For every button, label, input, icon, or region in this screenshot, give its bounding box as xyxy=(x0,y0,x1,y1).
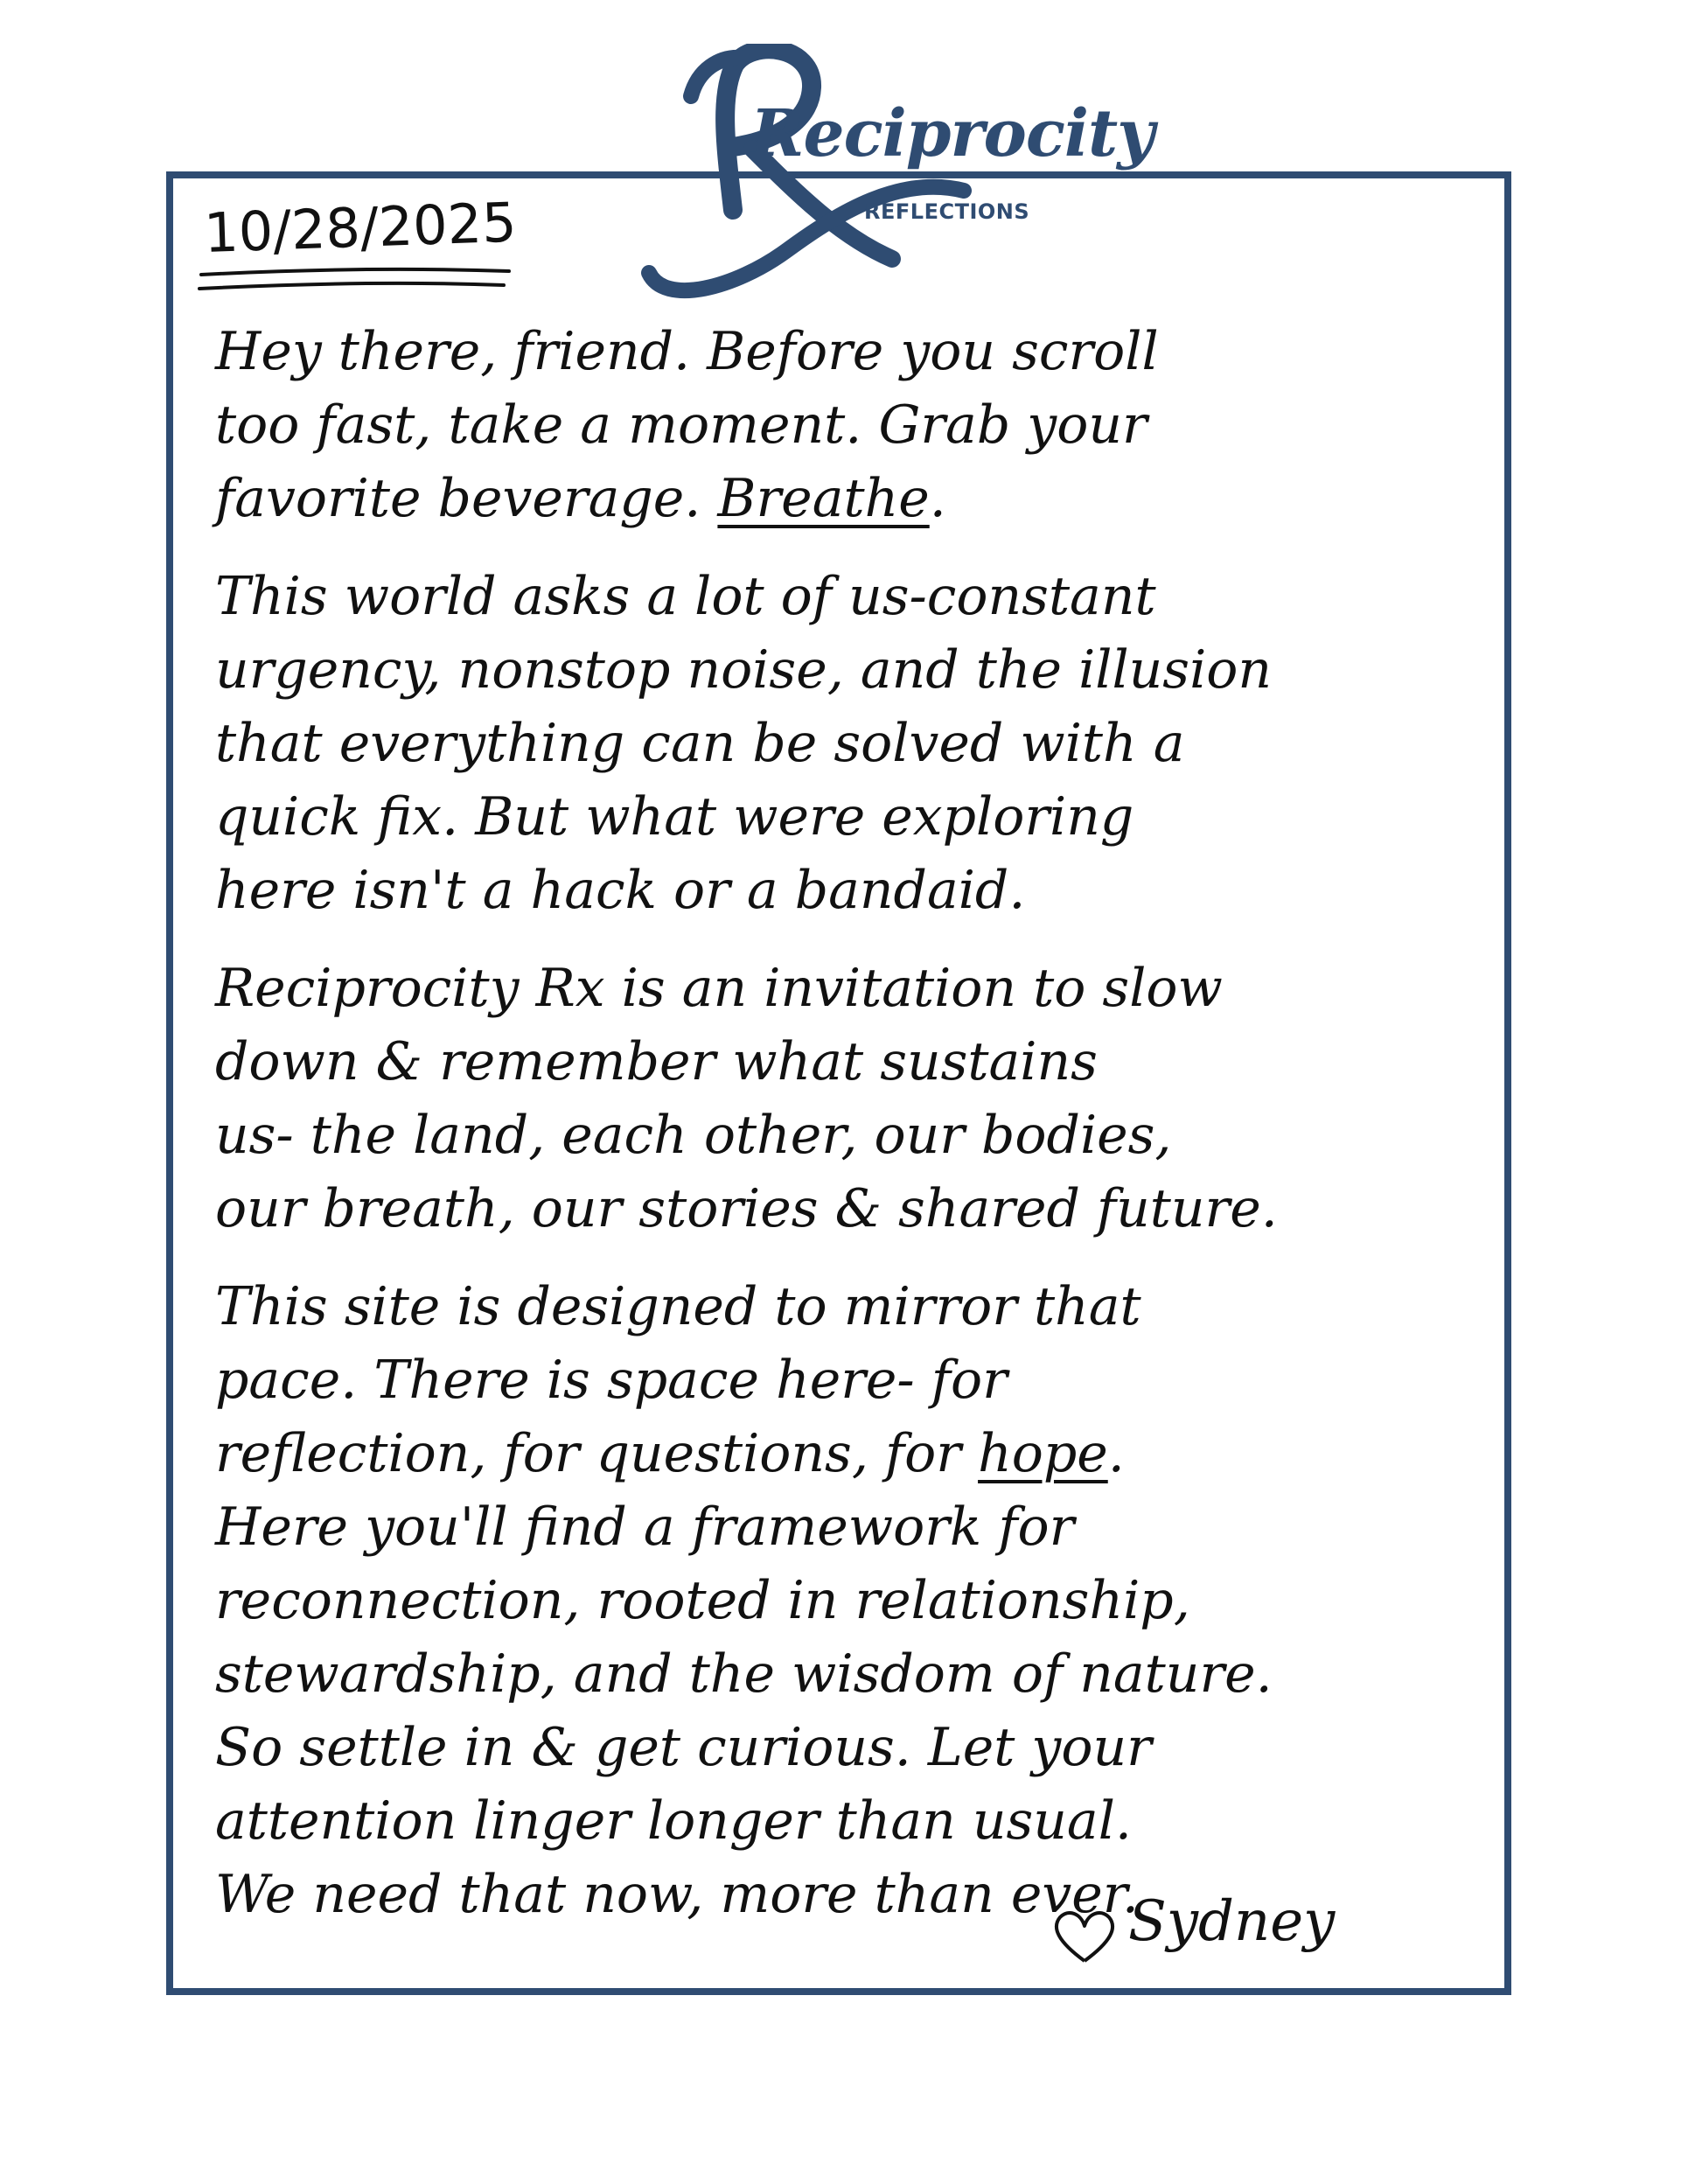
signature xyxy=(1050,1889,1417,1985)
logo-subtitle: REFLECTIONS xyxy=(864,199,1030,224)
paragraph-2 xyxy=(215,560,1475,927)
heart-icon xyxy=(1050,1907,1120,1968)
letter-line: quick fix. But what were exploring xyxy=(215,786,1134,848)
underlined-word: Breathe xyxy=(717,468,930,529)
letter-line: pace. There is space here- for xyxy=(215,1350,1008,1411)
letter-line: our breath, our stories & shared future. xyxy=(215,1178,1278,1239)
letter-line: We need that now, more than ever. xyxy=(215,1864,1139,1925)
logo-wordmark: Reciprocity xyxy=(750,96,1154,171)
letter-date: 10/28/2025 xyxy=(203,190,518,265)
letter-body xyxy=(215,315,1475,1931)
letter-line: urgency, nonstop noise, and the illusion xyxy=(215,639,1273,701)
letter-line: that everything can be solved with a xyxy=(215,713,1185,774)
letter-line: This world asks a lot of us-constant xyxy=(215,566,1156,627)
letter-line: reconnection, rooted in relationship, xyxy=(215,1570,1190,1631)
date-double-underline xyxy=(198,266,513,296)
signature-name: Sydney xyxy=(1128,1889,1336,1954)
letter-line: down & remember what sustains xyxy=(215,1031,1098,1092)
letter-line: Reciprocity Rx is an invitation to slow xyxy=(215,958,1223,1019)
letter-line: Here you'll find a framework for xyxy=(215,1497,1075,1558)
paragraph-4 xyxy=(215,1270,1475,1931)
letter-line: This site is designed to mirror that xyxy=(215,1276,1141,1337)
letter-line: So settle in & get curious. Let your xyxy=(215,1717,1152,1778)
letter-line: reflection, for questions, for hope. xyxy=(215,1423,1125,1484)
paragraph-3 xyxy=(215,952,1475,1246)
paragraph-1 xyxy=(215,315,1475,535)
underlined-word: hope xyxy=(978,1423,1108,1484)
letter-line: attention linger longer than usual. xyxy=(215,1790,1132,1852)
letter-line: us- the land, each other, our bodies, xyxy=(215,1105,1172,1166)
letter-line: too fast, take a moment. Grab your xyxy=(215,394,1147,456)
letter-line: Hey there, friend. Before you scroll xyxy=(215,321,1159,382)
letter-line: stewardship, and the wisdom of nature. xyxy=(215,1643,1273,1705)
letter-line: favorite beverage. Breathe. xyxy=(215,468,946,529)
letter-line: here isn't a hack or a bandaid. xyxy=(215,860,1026,921)
